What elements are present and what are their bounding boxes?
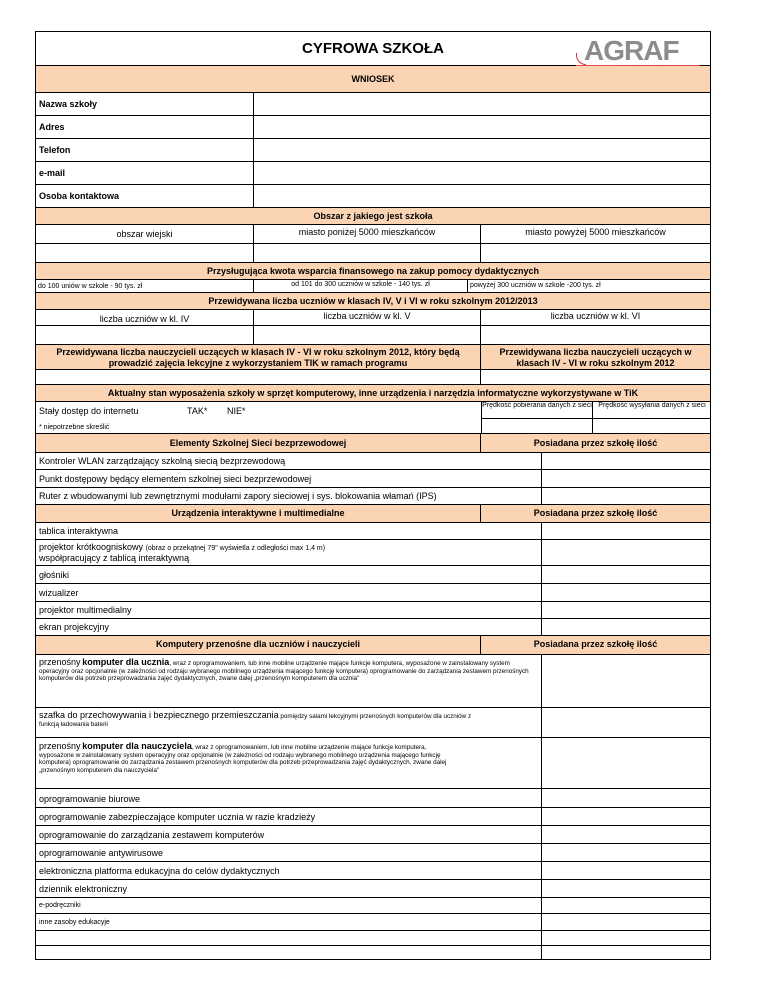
board-row	[36, 523, 710, 540]
area-title: Obszar z jakiego jest szkoła	[313, 211, 433, 221]
ebooks-qty[interactable]	[542, 898, 710, 913]
area-big-town: miasto powyżej 5000 mieszkańców	[525, 227, 666, 237]
teacher-laptop-label	[39, 743, 459, 774]
teacher-laptop-c: , wraz z oprogramowaniem, lub inne mobilne urządzenie mające funkcje komputera, wyposażone w zainstalowany system operacyjny oraz opcjonalnie (w zależności od rodzaju wybranego mobilnego urządzenia mającego funkcję komputera) oprogramowanie do zarządzania zestawem przenośnych komputerów dla potrzeb przeprowadzania zajęć dydaktycznych, zwane dalej „przenośnym komputerem dla nauczyciela"	[39, 744, 447, 774]
upload-speed-label: Prędkość wysyłania danych z sieci	[598, 402, 706, 409]
portable-header	[36, 636, 710, 655]
wireless-title: Elementy Szkolnej Sieci bezprzewodowej	[169, 438, 347, 448]
speakers-row	[36, 566, 710, 584]
students-v-input[interactable]	[254, 326, 481, 344]
phone-label: Telefon	[39, 145, 71, 155]
teachers-total-input[interactable]	[481, 370, 710, 384]
blank-row-1-input[interactable]	[36, 931, 542, 945]
theft-protection-label: oprogramowanie zabezpieczające komputer ucznia w razie kradzieży	[39, 812, 316, 822]
wniosek-header	[36, 66, 710, 93]
student-laptop-qty[interactable]	[542, 655, 710, 707]
area-header	[36, 208, 710, 225]
projector-label	[39, 542, 369, 564]
speed-header	[481, 402, 710, 419]
internet-row	[36, 402, 710, 433]
blank-row-2-input[interactable]	[36, 946, 542, 960]
teachers-tik-label: Przewidywana liczba nauczycieli uczących w klasach IV - VI w roku szkolnym 2012, który będą prowadzić zajęcia lekcyjne z wykorzystaniem TIK w ramach programu	[56, 347, 460, 368]
area-small-town-input[interactable]	[254, 244, 481, 262]
area-options-row	[36, 225, 710, 244]
projector-label-b: (obraz o przekątnej 79" wyświetla z odległości max 1,4 m)	[145, 545, 326, 552]
student-laptop-row	[36, 655, 710, 708]
form-title: CYFROWA SZKOŁA	[302, 40, 444, 57]
teacher-laptop-a: przenośny	[39, 741, 81, 751]
internet-label: Stały dostęp do internetu	[39, 406, 139, 416]
cabinet-label-a: szafka do przechowywania i bezpiecznego przemieszczania	[39, 710, 279, 720]
teacher-laptop-row	[36, 738, 710, 789]
funding-header	[36, 263, 710, 280]
visualizer-row	[36, 584, 710, 602]
office-software-label: oprogramowanie biurowe	[39, 794, 141, 804]
teacher-laptop-b: komputer dla nauczyciela	[82, 741, 192, 751]
software-row-3	[36, 826, 710, 844]
portable-qty-label: Posiadana przez szkołę ilość	[533, 639, 658, 649]
area-big-town-input[interactable]	[481, 244, 710, 262]
wireless-row-2	[36, 470, 710, 488]
software-row-4	[36, 844, 710, 862]
student-laptop-a: przenośny	[39, 657, 81, 667]
students-input-row	[36, 326, 710, 345]
edu-platform-label: elektroniczna platforma edukacyjna do celów dydaktycznych	[39, 866, 280, 876]
form-header	[36, 32, 710, 66]
footnote: * niepotrzebne skreślić	[39, 424, 110, 431]
student-laptop-b: komputer dla ucznia	[82, 657, 170, 667]
teacher-laptop-qty[interactable]	[542, 738, 710, 788]
visualizer-qty[interactable]	[542, 584, 710, 601]
teachers-header	[36, 345, 710, 370]
email-row	[36, 162, 710, 185]
students-iv-label: liczba uczniów w kl. IV	[99, 314, 190, 324]
other-resources-row	[36, 914, 710, 931]
phone-row	[36, 139, 710, 162]
blank-row-1-qty[interactable]	[542, 931, 710, 945]
projector-label-c: współpracujący z tablicą interaktywną	[39, 553, 190, 563]
address-label: Adres	[39, 122, 65, 132]
multimedia-qty[interactable]	[542, 602, 710, 618]
wireless-header	[36, 433, 710, 453]
software-row-2	[36, 808, 710, 826]
management-software-qty[interactable]	[542, 826, 710, 843]
logo-word: AGRAF	[584, 35, 679, 66]
management-software-label: oprogramowanie do zarządzania zestawem komputerów	[39, 830, 265, 840]
speakers-qty[interactable]	[542, 566, 710, 583]
wlan-controller-label: Kontroler WLAN zarządzający szkolną siecią bezprzewodową	[39, 456, 286, 466]
teachers-input-row	[36, 370, 710, 385]
wniosek-label: WNIOSEK	[351, 74, 395, 84]
students-vi-input[interactable]	[481, 326, 710, 344]
funding-opt-1: do 100 uniów w szkole - 90 tys. zł	[38, 283, 143, 290]
wireless-row-3	[36, 488, 710, 505]
software-row-5	[36, 862, 710, 880]
funding-opt-2: od 101 do 300 uczniów w szkole - 140 tys. zł	[291, 281, 430, 288]
address-input[interactable]	[254, 116, 710, 138]
area-small-town: miasto poniżej 5000 mieszkańców	[298, 227, 436, 237]
other-resources-label: inne zasoby edukacyje	[39, 919, 110, 926]
blank-row-2	[36, 946, 710, 960]
school-name-input[interactable]	[254, 93, 710, 115]
speed-inputs	[481, 419, 710, 433]
router-label: Ruter z wbudowanymi lub zewnętrznymi modułami zapory sieciowej i sys. blokowania włamań (IPS)	[39, 491, 437, 501]
projector-qty[interactable]	[542, 540, 710, 565]
download-speed-input[interactable]	[482, 419, 593, 433]
contact-label: Osoba kontaktowa	[39, 191, 120, 201]
students-vi-label: liczba uczniów w kl. VI	[550, 311, 641, 321]
students-header	[36, 293, 710, 310]
phone-input[interactable]	[254, 139, 710, 161]
funding-title: Przysługująca kwota wsparcia finansowego na zakup pomocy dydaktycznych	[206, 266, 540, 276]
software-row-6	[36, 880, 710, 898]
software-row-1	[36, 789, 710, 808]
board-qty[interactable]	[542, 523, 710, 539]
equipment-header	[36, 385, 710, 402]
speakers-label: głośniki	[39, 570, 70, 580]
office-software-qty[interactable]	[542, 789, 710, 807]
ebooks-row	[36, 898, 710, 914]
students-iv-input[interactable]	[36, 326, 254, 344]
students-v-label: liczba uczniów w kl. V	[323, 311, 411, 321]
interactive-header	[36, 505, 710, 523]
student-laptop-label	[39, 659, 537, 683]
e-register-qty[interactable]	[542, 880, 710, 897]
area-input-row	[36, 244, 710, 263]
area-rural: obszar wiejski	[116, 229, 173, 239]
portable-title: Komputery przenośne dla uczniów i nauczycieli	[155, 639, 361, 649]
wlan-controller-qty[interactable]	[542, 453, 710, 469]
edu-platform-qty[interactable]	[542, 862, 710, 879]
cabinet-qty[interactable]	[542, 708, 710, 737]
theft-protection-qty[interactable]	[542, 808, 710, 825]
e-register-label: dziennik elektroniczny	[39, 884, 128, 894]
equipment-title: Aktualny stan wyposażenia szkoły w sprzęt komputerowy, inne urządzenia i narzędzia informatyczne wykorzystywane w TiK	[107, 388, 639, 398]
interactive-qty-label: Posiadana przez szkołę ilość	[533, 508, 658, 518]
student-laptop-c: , wraz z oprogramowaniem, lub inne mobilne urządzenie mające funkcje komputera, wyposażone w zainstalowany system operacyjny oraz opcjonalnie (w zależności od rodzaju wybranego mobilnego urządzenia mającego funkcję komputera) oprogramowanie do zarządzania zestawem przenośnych komputerów dla potrzeb przeprowadzania zajęć dydaktycznych, zwane dalej „przenośnym komputerem dla ucznia"	[39, 660, 529, 682]
antivirus-qty[interactable]	[542, 844, 710, 861]
cabinet-label-b: pomiędzy salami lekcyjnymi przenośnych komputerów dla uczniów z funkcją ładowania baterii	[39, 713, 472, 728]
access-point-label: Punkt dostępowy będący elementem szkolnej sieci bezprzewodowej	[39, 474, 312, 484]
cabinet-row	[36, 708, 710, 738]
internet-yes[interactable]: TAK*	[187, 406, 208, 416]
application-form	[35, 31, 711, 960]
other-resources-qty[interactable]	[542, 914, 710, 930]
screen-qty[interactable]	[542, 619, 710, 635]
screen-row	[36, 619, 710, 636]
ebooks-label: e-podręczniki	[39, 902, 81, 909]
blank-row-2-qty[interactable]	[542, 946, 710, 960]
email-label: e-mail	[39, 168, 66, 178]
upload-speed-input[interactable]	[593, 419, 711, 433]
email-input[interactable]	[254, 162, 710, 184]
multimedia-label: projektor multimedialny	[39, 605, 132, 615]
address-row	[36, 116, 710, 139]
blank-row-1	[36, 931, 710, 946]
projector-label-a: projektor krótkoogniskowy	[39, 542, 144, 552]
download-speed-label: Prędkość pobierania danych z sieci	[482, 402, 592, 409]
access-point-qty[interactable]	[542, 470, 710, 487]
school-name-label: Nazwa szkoły	[39, 99, 98, 109]
teachers-tik-input[interactable]	[36, 370, 481, 384]
screen-label: ekran projekcyjny	[39, 622, 110, 632]
antivirus-label: oprogramowanie antywirusowe	[39, 848, 164, 858]
school-name-row	[36, 93, 710, 116]
wireless-row-1	[36, 453, 710, 470]
funding-opt-3: powyżej 300 uczniów w szkole -200 tys. zł	[470, 282, 601, 289]
internet-no[interactable]: NIE*	[227, 406, 246, 416]
teachers-total-label: Przewidywana liczba nauczycieli uczących w klasach IV - VI w roku szkolnym 2012	[499, 347, 692, 368]
board-label: tablica interaktywna	[39, 526, 119, 536]
wireless-qty-label: Posiadana przez szkołę ilość	[533, 438, 658, 448]
cabinet-label	[39, 712, 489, 728]
contact-input[interactable]	[254, 185, 710, 207]
area-rural-input[interactable]	[36, 244, 254, 262]
multimedia-row	[36, 602, 710, 619]
projector-row	[36, 540, 710, 566]
funding-options-row	[36, 280, 710, 293]
contact-row	[36, 185, 710, 208]
visualizer-label: wizualizer	[39, 588, 79, 598]
interactive-title: Urządzenia interaktywne i multimedialne	[171, 508, 345, 518]
students-title: Przewidywana liczba uczniów w klasach IV, V i VI w roku szkolnym 2012/2013	[208, 296, 538, 306]
students-labels-row	[36, 310, 710, 326]
router-qty[interactable]	[542, 488, 710, 504]
